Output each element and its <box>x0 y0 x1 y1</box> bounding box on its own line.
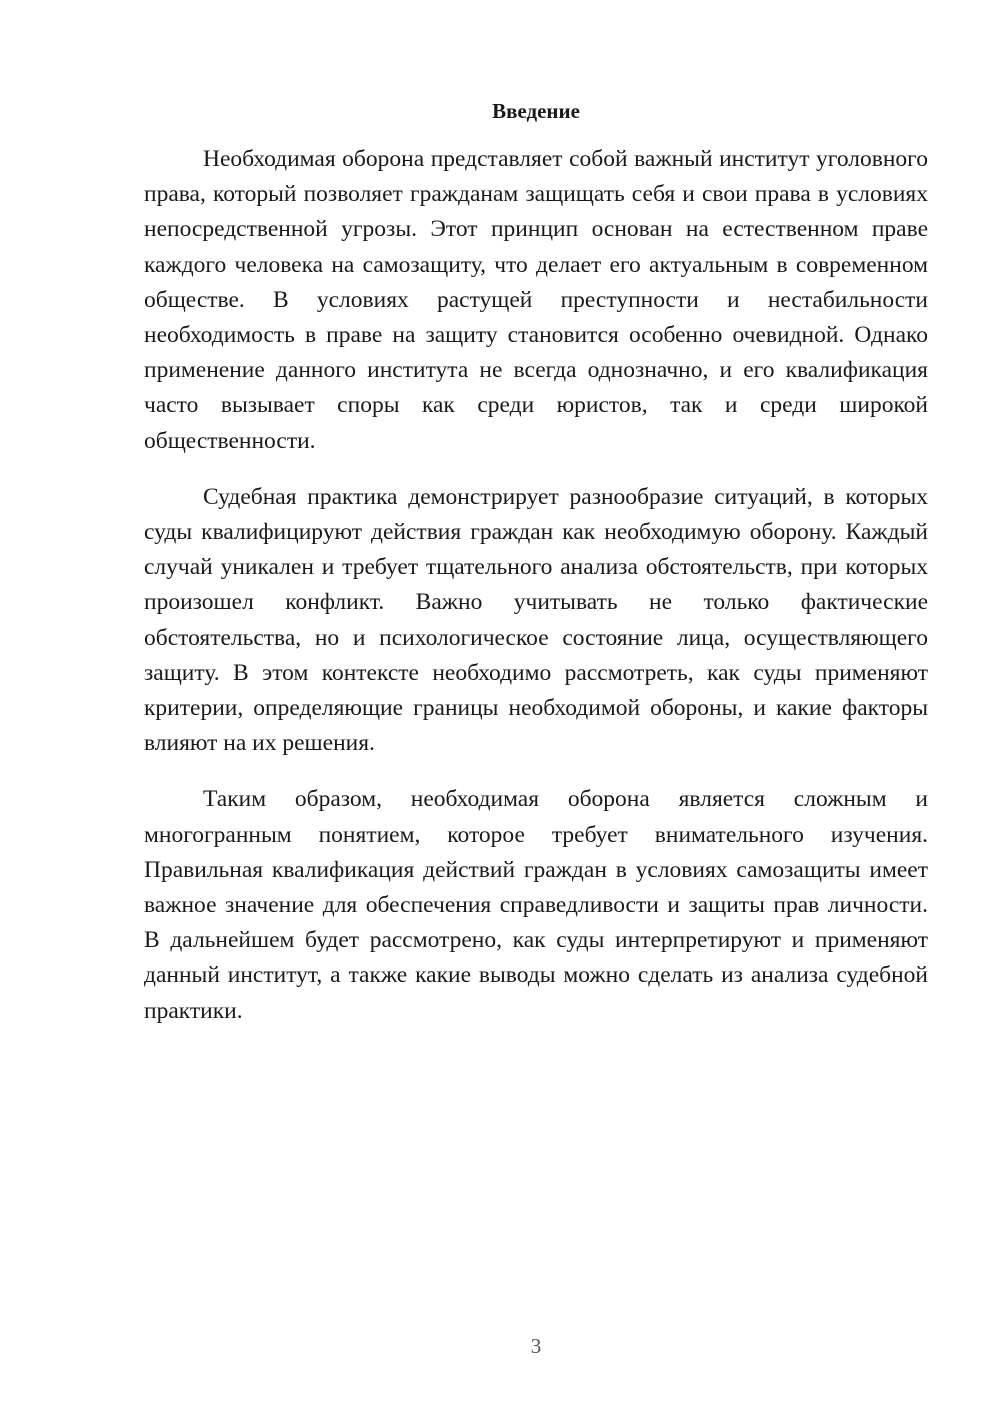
paragraph: Судебная практика демонстрирует разнообразие ситуаций, в которых суды квалифицируют действия граждан как необходимую оборону. Каждый случай уникален и требует тщательного анализа обстоятельств, при которых произошел конфликт. Важно учитывать не только фактические обстоятельства, но и психологическое состояние лица, осуществляющего защиту. В этом контексте необходимо рассмотреть, как суды применяют критерии, определяющие границы необходимой обороны, и какие факторы влияют на их решения. <box>144 483 928 757</box>
page-number: 3 <box>530 1334 542 1358</box>
paragraph: Таким образом, необходимая оборона является сложным и многогранным понятием, которое требует внимательного изучения. Правильная квалификация действий граждан в условиях самозащиты имеет важное значение для обеспечения справедливости и защиты прав личности. В дальнейшем будет рассмотрено, как суды интерпретируют и применяют данный институт, а также какие выводы можно сделать из анализа судебной практики. <box>144 786 928 1024</box>
paragraph: Необходимая оборона представляет собой важный институт уголовного права, который позволяет гражданам защищать себя и свои права в условиях непосредственной угрозы. Этот принцип основан на естественном праве каждого человека на самозащиту, что делает его актуальным в современном обществе. В условиях растущей преступности и нестабильности необходимость в праве на защиту становится особенно очевидной. Однако применение данного института не всегда однозначно, и его квалификация часто вызывает споры как среди юристов, так и среди широкой общественности. <box>144 146 928 454</box>
section-title: Введение <box>492 99 580 123</box>
body-text <box>144 142 928 1050</box>
